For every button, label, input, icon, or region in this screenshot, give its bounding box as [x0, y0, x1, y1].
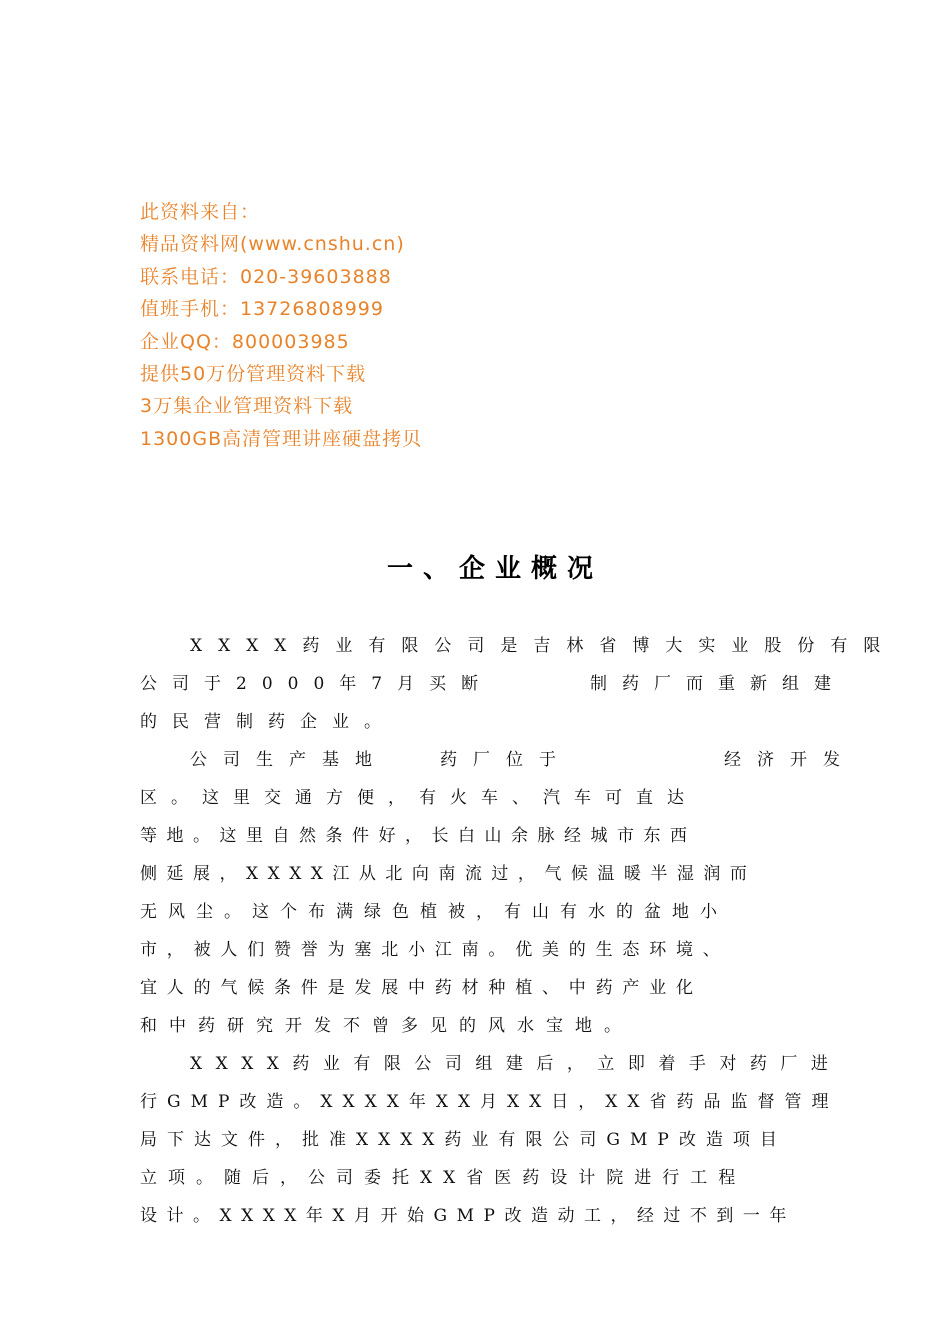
paragraph-2-line-2: 区。这里交通方便，有火车、汽车可直达: [140, 788, 698, 808]
text-line: [140, 927, 840, 965]
paragraph-2-line-3: 等地。这里自然条件好，长白山余脉经城市东西: [140, 826, 697, 846]
paragraph-2-line-6: 市，被人们赞誉为塞北小江南。优美的生态环境、: [140, 940, 730, 960]
section-title: 一、企业概况: [386, 554, 603, 584]
source-line-phone: 联系电话：020-39603888: [140, 265, 392, 288]
source-line-qq: 企业QQ：800003985: [140, 330, 350, 353]
text-line: [140, 965, 840, 1003]
paragraph-2-line-5: 无风尘。这个布满绿色植被，有山有水的盆地小: [140, 902, 728, 922]
paragraph-2-line-1a: 公司生产基地: [190, 750, 388, 770]
paragraph-3-line-3: 局下达文件，批准XXXX药业有限公司GMP改造项目: [140, 1130, 787, 1150]
paragraph-2-line-7: 宜人的气候条件是发展中药材种植、中药产业化: [140, 978, 703, 998]
source-line-offer-2: 3万集企业管理资料下载: [140, 395, 354, 418]
text-line: [140, 1117, 840, 1155]
text-line: [140, 775, 840, 813]
paragraph-3-line-4: 立项。随后，公司委托XX省医药设计院进行工程: [140, 1168, 747, 1188]
paragraph-3-line-2: 行GMP改造。XXXX年XX月XX日，XX省药品监督管理: [140, 1092, 839, 1112]
text-line: [140, 661, 846, 699]
paragraph-2-line-4: 侧延展，XXXX江从北向南流过，气候温暖半湿润而: [140, 864, 757, 884]
source-info-block: [140, 196, 640, 455]
text-line: [140, 1079, 840, 1117]
source-line-mobile: 值班手机：13726808999: [140, 298, 384, 321]
source-line-offer-3: 1300GB高清管理讲座硬盘拷贝: [140, 427, 423, 450]
body-text: [140, 623, 897, 1231]
source-line-website: 精品资料网(www.cnshu.cn): [140, 233, 405, 256]
paragraph-3-line-1: XXXX药业有限公司组建后，立即着手对药厂进: [190, 1054, 842, 1074]
text-line: [140, 1041, 840, 1079]
paragraph-2-line-1c: 经济开发: [724, 750, 856, 770]
text-line: [140, 623, 897, 661]
text-line: [140, 1003, 840, 1041]
paragraph-2-line-8: 和中药研究开发不曾多见的风水宝地。: [140, 1016, 633, 1036]
paragraph-3-line-5: 设计。XXXX年X月开始GMP改造动工，经过不到一年: [140, 1206, 796, 1226]
paragraph-1-line-1: XXXX药业有限公司是吉林省博大实业股份有限: [190, 636, 897, 656]
source-line: 此资料来自：: [140, 201, 261, 223]
source-line-offer-1: 提供50万份管理资料下载: [140, 362, 367, 385]
paragraph-2-line-1b: 药厂位于: [440, 750, 572, 770]
text-line: [140, 699, 840, 737]
paragraph-1-line-2a: 公司于2000年7月买断: [140, 674, 494, 694]
text-line: [140, 1155, 840, 1193]
text-line: [140, 1193, 840, 1231]
text-line: [140, 813, 840, 851]
text-line: [140, 889, 840, 927]
text-line: [140, 737, 856, 775]
paragraph-1-line-2b: 制药厂而重新组建: [590, 674, 846, 694]
text-line: [140, 851, 840, 889]
paragraph-1-line-3: 的民营制药企业。: [140, 712, 396, 732]
